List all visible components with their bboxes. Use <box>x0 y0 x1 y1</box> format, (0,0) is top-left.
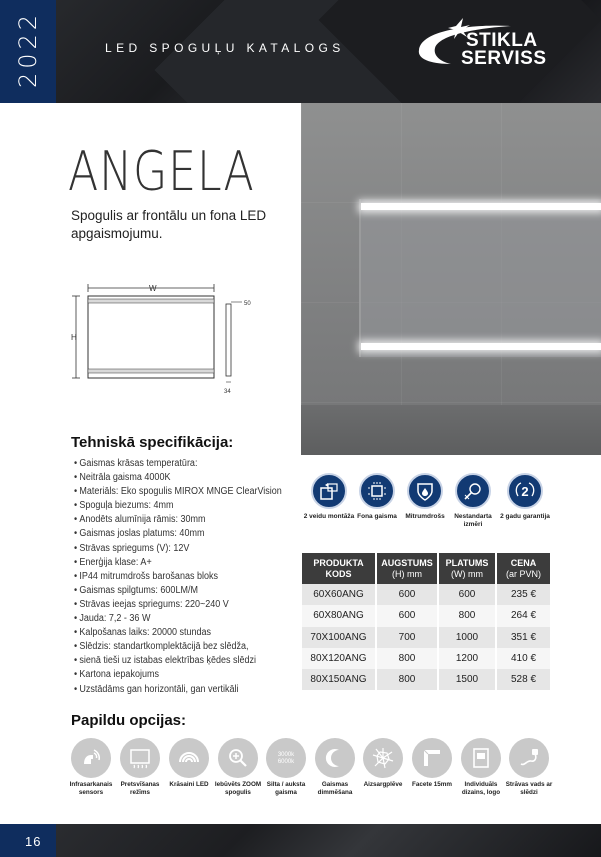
option-label: Infrasarkanais sensors <box>69 781 113 796</box>
dimension-diagram <box>66 278 266 400</box>
spec-item: • Materiāls: Eko spogulis MIROX MNGE ClearVision <box>74 485 308 499</box>
option-label: Pretsvīšanas režīms <box>120 781 160 796</box>
warranty-icon <box>507 473 543 509</box>
option-label: Krāsaini LED <box>169 781 209 788</box>
spec-item: • Gaismas joslas platums: 40mm <box>74 527 308 541</box>
backlight-icon <box>359 473 395 509</box>
logo-text-serviss: SERVISS <box>461 48 547 69</box>
option-label: Individuāls dizains, logo <box>461 781 501 796</box>
feature-backlight <box>350 473 404 521</box>
zoom-mirror-icon <box>218 738 258 778</box>
feature-waterproof <box>398 473 452 521</box>
page-number: 16 <box>25 834 42 849</box>
mounting-icon <box>311 473 347 509</box>
feature-label: 2 veidu montāža <box>303 513 355 520</box>
option-warm-cold-light <box>261 738 311 797</box>
options-icons <box>68 738 558 808</box>
option-label: Gaismas dimmēšana <box>317 781 353 796</box>
option-anti-fog <box>115 738 165 797</box>
table-header-width: PLATUMS (W) mm <box>438 553 496 584</box>
spec-item: • Gaismas krāsas temperatūra: <box>74 457 308 471</box>
feature-warranty <box>498 473 552 521</box>
dimmer-icon <box>315 738 355 778</box>
spec-item: • Strāvas ieejas spriegums: 220~240 V <box>74 598 308 612</box>
spec-item: • Kalpošanas laiks: 20000 stundas <box>74 626 308 640</box>
spec-item: • Kartona iepakojums <box>74 668 308 682</box>
anti-fog-icon <box>120 738 160 778</box>
option-power-cord <box>504 738 554 797</box>
table-row: 80X150ANG 800 1500 528 € <box>302 669 550 690</box>
spec-item: • Jauda: 7,2 - 36 W <box>74 612 308 626</box>
feature-custom-size <box>446 473 500 529</box>
page-footer <box>0 824 601 857</box>
custom-size-icon <box>455 473 491 509</box>
option-label: Iebūvēts ZOOM spogulis <box>214 781 262 796</box>
option-custom-design <box>456 738 506 797</box>
height-label: H <box>71 333 77 342</box>
option-facet <box>407 738 457 789</box>
table-header-row <box>302 553 550 584</box>
cold-temperature-text: 6000k <box>277 759 295 765</box>
led-strip-bottom <box>361 343 601 350</box>
logo-text-stikla: STIKLA <box>466 30 538 51</box>
feature-label: Mitrumdrošs <box>405 513 445 520</box>
product-table <box>302 553 550 690</box>
feature-label: Fona gaisma <box>357 513 397 520</box>
catalog-year: 2022 <box>14 10 42 88</box>
waterproof-icon <box>407 473 443 509</box>
table-header-code: PRODUKTA KODS <box>302 553 376 584</box>
width-label: W <box>149 284 157 293</box>
option-label: Silta / auksta gaisma <box>266 781 306 796</box>
table-header-height: AUGSTUMS (H) mm <box>376 553 438 584</box>
table-row: 60X80ANG 600 800 264 € <box>302 605 550 626</box>
spec-title: Tehniskā specifikācija: <box>71 434 234 451</box>
product-title: ANGELA <box>68 140 255 203</box>
spec-item: • Strāvas spriegums (V): 12V <box>74 542 308 556</box>
depth-bottom-label: 34 <box>224 389 231 395</box>
options-title: Papildu opcijas: <box>71 712 187 729</box>
spec-item: • sienā tieši uz istabas elektrības ķēdes slēdzi <box>74 654 308 668</box>
option-shatterproof <box>358 738 408 789</box>
warranty-badge-number: 2 <box>521 484 529 499</box>
warm-cold-light-icon <box>266 738 306 778</box>
infrared-sensor-icon <box>71 738 111 778</box>
option-label: Strāvas vads ar slēdzi <box>505 781 553 796</box>
spec-item: • Enerģija klase: A+ <box>74 556 308 570</box>
option-label: Facete 15mm <box>412 781 452 788</box>
depth-top-label: 50 <box>244 301 251 307</box>
catalog-title: LED SPOGUĻU KATALOGS <box>105 41 345 55</box>
option-infrared-sensor <box>66 738 116 797</box>
facet-icon <box>412 738 452 778</box>
feature-mounting <box>302 473 356 521</box>
shatterproof-icon <box>363 738 403 778</box>
option-zoom-mirror <box>213 738 263 797</box>
table-row: 60X60ANG 600 600 235 € <box>302 584 550 605</box>
spec-item: • Neitrāla gaisma 4000K <box>74 471 308 485</box>
color-led-icon <box>169 738 209 778</box>
spec-item: • Spoguļa biezums: 4mm <box>74 499 308 513</box>
warm-temperature-text: 3000k <box>277 752 295 758</box>
table-row: 70X100ANG 700 1000 351 € <box>302 627 550 648</box>
custom-design-icon <box>461 738 501 778</box>
led-strip-top <box>361 203 601 210</box>
product-photo <box>301 103 601 455</box>
spec-item: • IP44 mitrumdrošs barošanas bloks <box>74 570 308 584</box>
mirror-image <box>359 199 601 357</box>
spec-list <box>74 457 308 697</box>
option-dimmer <box>310 738 360 797</box>
spec-item: • Anodēts alumīnija rāmis: 30mm <box>74 513 308 527</box>
feature-label: 2 gadu garantija <box>500 513 550 520</box>
table-row: 80X120ANG 800 1200 410 € <box>302 648 550 669</box>
option-color-led <box>164 738 214 789</box>
power-cord-icon <box>509 738 549 778</box>
spec-item: • Slēdzis: standartkomplektācijā bez slēdža, <box>74 640 308 654</box>
spec-item: • Uzstādāms gan horizontāli, gan vertikāli <box>74 683 308 697</box>
table-header-price: CENA (ar PVN) <box>496 553 550 584</box>
product-description: Spogulis ar frontālu un fona LED apgaismojumu. <box>71 208 267 241</box>
feature-label: Nestandarta izmēri <box>454 513 492 528</box>
spec-item: • Gaismas spilgtums: 600LM/M <box>74 584 308 598</box>
option-label: Aizsargplēve <box>363 781 403 788</box>
feature-icons <box>302 473 552 543</box>
